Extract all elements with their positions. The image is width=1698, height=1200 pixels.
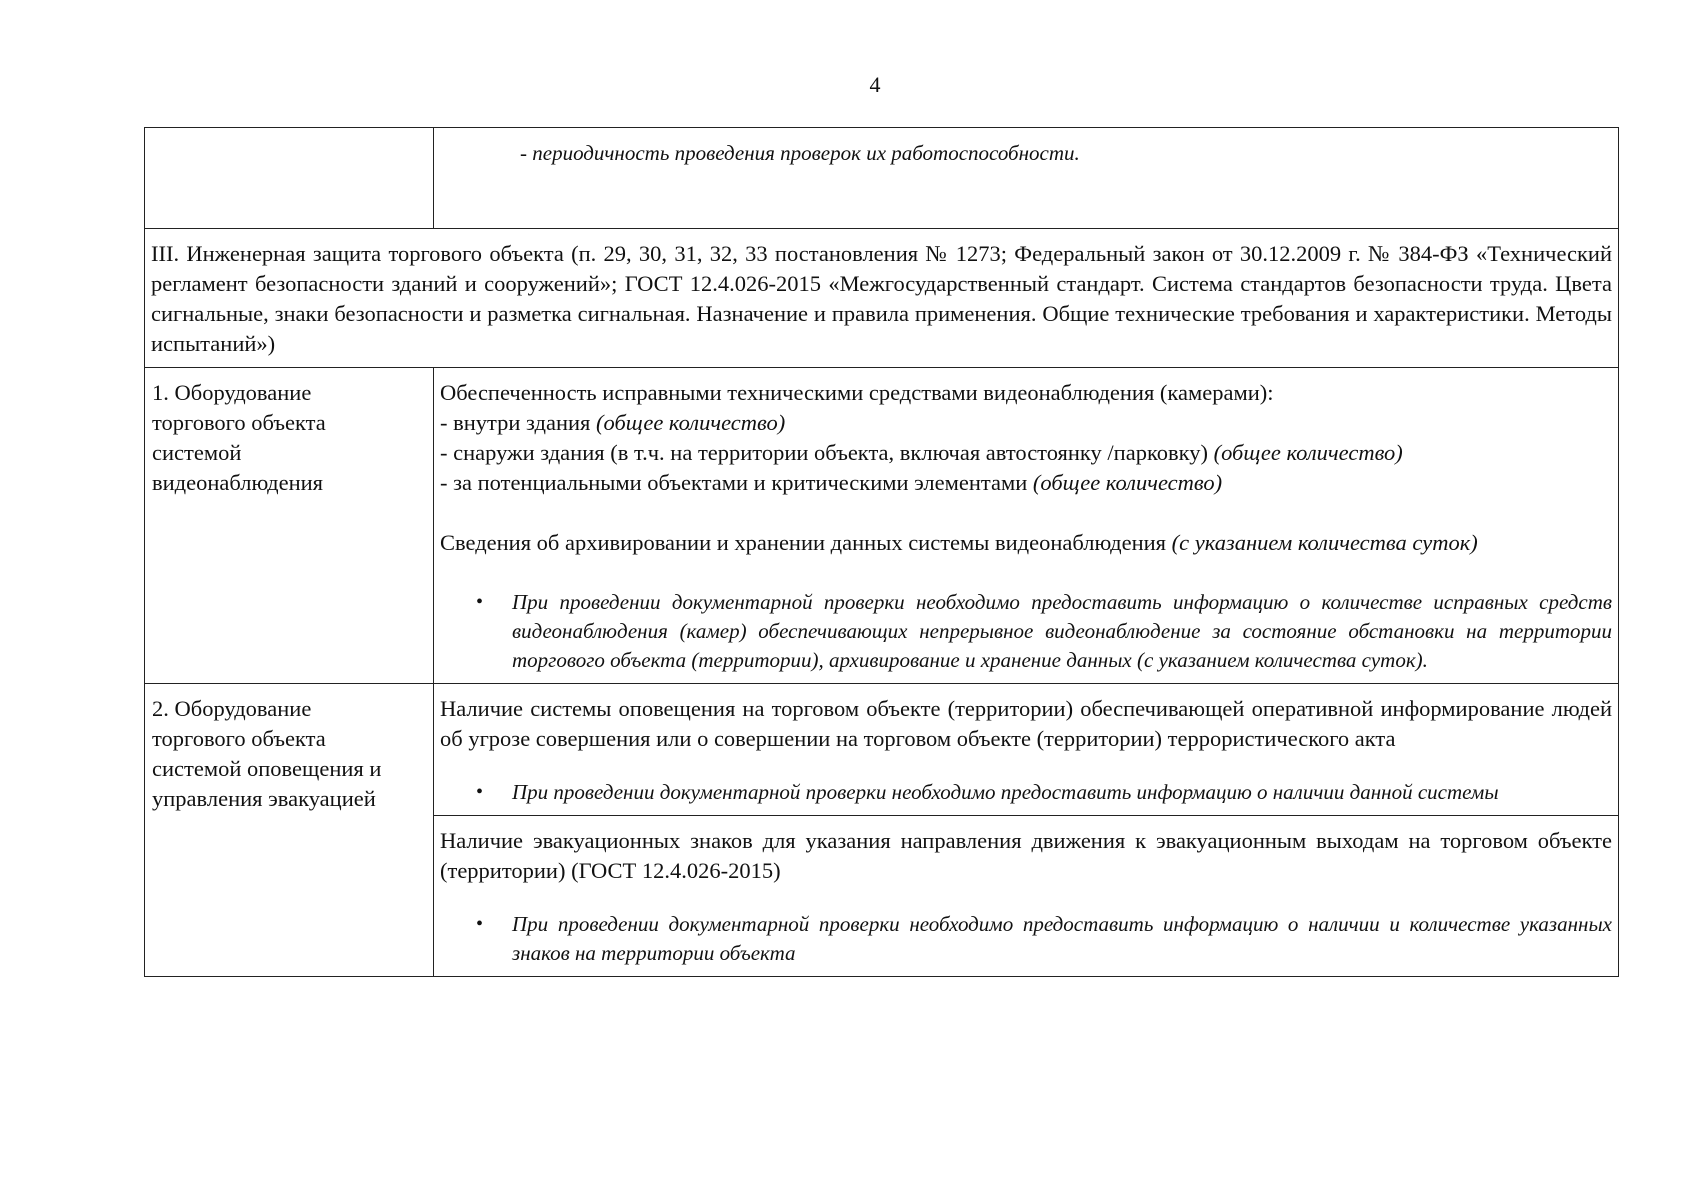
item1-bullet	[440, 588, 1612, 675]
item1-archive-text: Сведения об архивировании и хранении данных системы видеонаблюдения	[440, 530, 1172, 555]
item1-line	[440, 468, 1612, 498]
requirements-table	[144, 127, 1619, 977]
section-heading: III. Инженерная защита торгового объекта (п. 29, 30, 31, 32, 33 постановления № 1273; Федеральный закон от 30.12.2009 г. № 384-ФЗ «Технический регламент безопасности зданий и сооружений»; ГОСТ 12.4.026-2015 «Межгосударственный стандарт. Система стандартов безопасности труда. Цвета сигнальные, знаки безопасности и разметка сигнальная. Назначение и правила применения. Общие технические требования и характеристики. Методы испытаний»)	[145, 229, 1619, 368]
item1-line-note: (общее количество)	[596, 410, 786, 435]
item1-line	[440, 408, 1612, 438]
table-row	[145, 368, 1619, 684]
item1-bullet-text: При проведении документарной проверки необходимо предоставить информацию о количестве исправных средств видеонаблюдения (камер) обеспечивающих непрерывное видеонаблюдение за состояние обстановки на территории торгового объекта (территории), архивирование и хранение данных (с указанием количества суток).	[512, 590, 1612, 672]
page-number: 4	[869, 72, 881, 97]
item1-title-line: видеонаблюдения	[152, 470, 324, 495]
item1-line-note: (общее количество)	[1032, 470, 1223, 495]
item2-title-line: управления эвакуацией	[152, 786, 376, 811]
item2-sub1-bullet	[440, 778, 1612, 807]
row0-left-cell	[145, 128, 434, 229]
item2-sub2-text: Наличие эвакуационных знаков для указания направления движения к эвакуационным выходам на торговом объекте (территории) (ГОСТ 12.4.026-2015)	[440, 828, 1612, 883]
item2-sub2	[434, 816, 1619, 977]
item1-content	[434, 368, 1619, 684]
item1-archive-note: (с указанием количества суток)	[1171, 530, 1478, 555]
item1-line-text: - снаружи здания (в т.ч. на территории объекта, включая автостоянку /парковку)	[440, 440, 1214, 465]
item2-title-line: 2. Оборудование	[152, 696, 312, 721]
section-heading-row	[145, 229, 1619, 368]
table-row	[145, 128, 1619, 229]
item1-line-text: - за потенциальными объектами и критическими элементами	[440, 470, 1033, 495]
item1-title-line: торгового объекта	[152, 410, 326, 435]
bullet-icon: •	[476, 781, 484, 803]
bullet-icon: •	[476, 913, 484, 935]
item2-sub1-text: Наличие системы оповещения на торговом объекте (территории) обеспечивающей оперативной информирование людей об угрозе совершения или о совершении на торговом объекте (территории) террористического акта	[440, 696, 1612, 751]
item1-line	[440, 438, 1612, 468]
item2-title-line: системой оповещения и	[152, 756, 382, 781]
bullet-icon: •	[476, 591, 484, 613]
item2-sub1	[434, 684, 1619, 816]
periodicity-text: - периодичность проведения проверок их работоспособности.	[520, 141, 1080, 165]
item2-sub2-bullet-text: При проведении документарной проверки необходимо предоставить информацию о наличии и количестве указанных знаков на территории объекта	[512, 912, 1612, 965]
item1-archive	[440, 528, 1612, 558]
item2-title	[145, 684, 434, 977]
row0-right-cell	[434, 128, 1619, 229]
item1-title-line: системой	[152, 440, 242, 465]
item1-intro: Обеспеченность исправными техническими средствами видеонаблюдения (камерами):	[440, 380, 1274, 405]
item1-line-note: (общее количество)	[1213, 440, 1403, 465]
item2-sub2-bullet	[440, 910, 1612, 968]
item1-title	[145, 368, 434, 684]
item2-sub1-bullet-text: При проведении документарной проверки необходимо предоставить информацию о наличии данной системы	[512, 780, 1499, 804]
item1-line-text: - внутри здания	[440, 410, 597, 435]
table-row	[145, 684, 1619, 816]
item1-title-line: 1. Оборудование	[152, 380, 312, 405]
item2-title-line: торгового объекта	[152, 726, 326, 751]
